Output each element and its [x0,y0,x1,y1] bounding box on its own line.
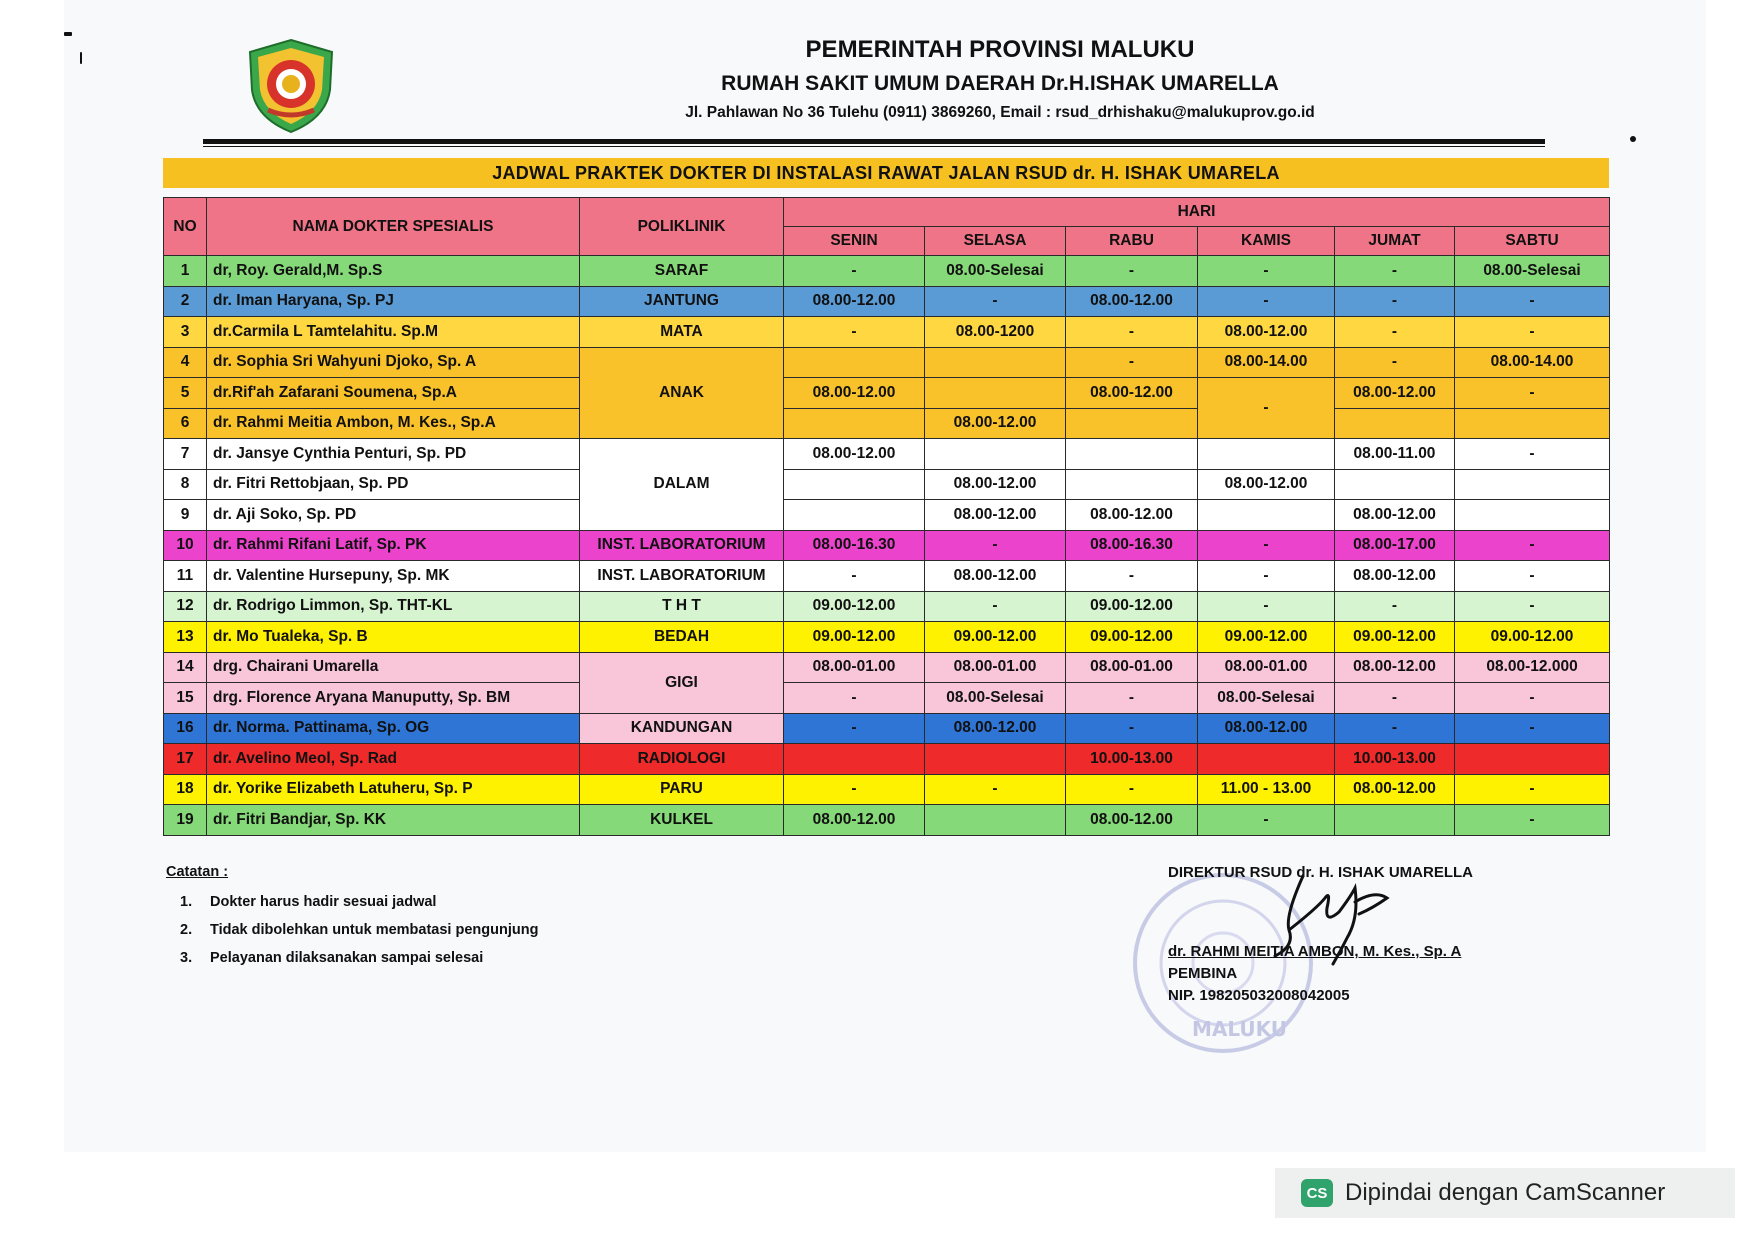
cell-doctor-name: dr. Sophia Sri Wahyuni Djoko, Sp. A [207,347,580,378]
camscanner-watermark [1275,1168,1735,1218]
note-number: 2. [180,922,193,938]
cell-jumat: 08.00-17.00 [1335,530,1455,561]
cell-selasa: - [925,286,1066,317]
cell-no: 12 [164,591,207,622]
header-government: PEMERINTAH PROVINSI MALUKU [805,36,1195,63]
cell-jumat: 08.00-12.00 [1335,774,1455,805]
cell-rabu: - [1066,317,1198,348]
cell-sabtu: - [1455,530,1610,561]
cell-sabtu [1455,744,1610,775]
note-item [166,950,538,978]
col-header-no: NO [164,198,207,256]
cell-kamis: 11.00 - 13.00 [1198,774,1335,805]
cell-selasa: 09.00-12.00 [925,622,1066,653]
table-row [164,317,1610,348]
cell-rabu [1066,469,1198,500]
table-row [164,500,1610,531]
cell-doctor-name: dr.Rif'ah Zafarani Soumena, Sp.A [207,378,580,409]
cell-jumat: 08.00-12.00 [1335,561,1455,592]
header-rule [203,139,1545,144]
cell-rabu: 08.00-16.30 [1066,530,1198,561]
cell-poli: PARU [580,774,784,805]
cell-poli: RADIOLOGI [580,744,784,775]
col-header-day: SABTU [1455,227,1610,256]
cell-kamis: - [1198,591,1335,622]
cell-senin: - [784,256,925,287]
cell-rabu: 08.00-12.00 [1066,378,1198,409]
cell-rabu: - [1066,683,1198,714]
cell-selasa: 08.00-12.00 [925,408,1066,439]
notes-section [166,864,538,978]
cell-no: 6 [164,408,207,439]
table-row [164,439,1610,470]
cell-doctor-name: dr. Iman Haryana, Sp. PJ [207,286,580,317]
note-text: Dokter harus hadir sesuai jadwal [210,894,437,910]
cell-senin [784,347,925,378]
schedule-title: JADWAL PRAKTEK DOKTER DI INSTALASI RAWAT JALAN RSUD dr. H. ISHAK UMARELA [163,158,1609,188]
note-item [166,894,538,922]
header-rule-thin [203,146,1545,147]
col-header-day: KAMIS [1198,227,1335,256]
cell-doctor-name: dr. Jansye Cynthia Penturi, Sp. PD [207,439,580,470]
notes-title: Catatan : [166,864,229,880]
cell-doctor-name: drg. Chairani Umarella [207,652,580,683]
cell-doctor-name: dr. Rahmi Rifani Latif, Sp. PK [207,530,580,561]
table-row [164,713,1610,744]
cell-doctor-name: dr. Valentine Hursepuny, Sp. MK [207,561,580,592]
cell-kamis: 09.00-12.00 [1198,622,1335,653]
cell-no: 5 [164,378,207,409]
cell-doctor-name: dr, Roy. Gerald,M. Sp.S [207,256,580,287]
cell-kamis [1198,744,1335,775]
cell-doctor-name: dr. Fitri Rettobjaan, Sp. PD [207,469,580,500]
col-header-hari: HARI [784,198,1610,227]
cell-sabtu: 08.00-Selesai [1455,256,1610,287]
table-row [164,561,1610,592]
scan-speck [1630,136,1636,142]
cell-jumat [1335,408,1455,439]
cell-no: 9 [164,500,207,531]
cell-rabu: - [1066,774,1198,805]
cell-rabu: 08.00-01.00 [1066,652,1198,683]
cell-doctor-name: dr. Fitri Bandjar, Sp. KK [207,805,580,836]
cell-poli: INST. LABORATORIUM [580,561,784,592]
cell-sabtu: - [1455,805,1610,836]
cell-sabtu: - [1455,713,1610,744]
cell-doctor-name: dr. Yorike Elizabeth Latuheru, Sp. P [207,774,580,805]
cell-rabu: - [1066,713,1198,744]
cell-no: 18 [164,774,207,805]
cell-sabtu: 08.00-14.00 [1455,347,1610,378]
cell-selasa: 08.00-Selesai [925,683,1066,714]
cell-doctor-name: dr. Rahmi Meitia Ambon, M. Kes., Sp.A [207,408,580,439]
cell-rabu: - [1066,561,1198,592]
cell-selasa: 08.00-12.00 [925,713,1066,744]
signature-nip: NIP. 198205032008042005 [1168,987,1350,1004]
cell-sabtu: - [1455,439,1610,470]
cell-selasa: - [925,591,1066,622]
cell-senin: 08.00-16.30 [784,530,925,561]
table-row [164,469,1610,500]
cell-jumat: 09.00-12.00 [1335,622,1455,653]
cell-poli: JANTUNG [580,286,784,317]
cell-jumat: 08.00-12.00 [1335,652,1455,683]
note-text: Pelayanan dilaksanakan sampai selesai [210,950,484,966]
table-row [164,408,1610,439]
cell-jumat: 08.00-12.00 [1335,500,1455,531]
cell-no: 4 [164,347,207,378]
cell-rabu: - [1066,256,1198,287]
cell-no: 15 [164,683,207,714]
cell-selasa: 08.00-12.00 [925,561,1066,592]
handwritten-signature [1255,868,1405,968]
cell-jumat: 08.00-11.00 [1335,439,1455,470]
cell-senin: 08.00-12.00 [784,286,925,317]
table-row [164,591,1610,622]
cell-poli: BEDAH [580,622,784,653]
cell-jumat: - [1335,713,1455,744]
cell-selasa [925,378,1066,409]
cell-poli: DALAM [580,439,784,531]
cell-kamis: 08.00-12.00 [1198,317,1335,348]
col-header-name: NAMA DOKTER SPESIALIS [207,198,580,256]
cell-no: 1 [164,256,207,287]
cell-no: 10 [164,530,207,561]
cell-sabtu: - [1455,683,1610,714]
cell-jumat: - [1335,286,1455,317]
cell-sabtu: 09.00-12.00 [1455,622,1610,653]
cell-kamis: 08.00-Selesai [1198,683,1335,714]
col-header-day: SENIN [784,227,925,256]
cell-kamis: - [1198,805,1335,836]
col-header-day: JUMAT [1335,227,1455,256]
cell-selasa [925,744,1066,775]
maluku-province-emblem [246,38,336,134]
cell-rabu: 08.00-12.00 [1066,805,1198,836]
cell-senin [784,469,925,500]
cell-senin: 08.00-12.00 [784,805,925,836]
cell-selasa: 08.00-12.00 [925,500,1066,531]
cell-rabu: 09.00-12.00 [1066,591,1198,622]
cell-kamis: - [1198,530,1335,561]
signature-name: dr. RAHMI MEITIA AMBON, M. Kes., Sp. A [1168,943,1462,960]
table-row [164,652,1610,683]
table-row [164,286,1610,317]
cell-selasa [925,439,1066,470]
cell-jumat: 10.00-13.00 [1335,744,1455,775]
cell-senin: - [784,774,925,805]
cell-rabu [1066,439,1198,470]
cell-sabtu: - [1455,317,1610,348]
cell-kamis: 08.00-12.00 [1198,469,1335,500]
cell-poli: GIGI [580,652,784,713]
cell-poli: T H T [580,591,784,622]
cell-rabu: 08.00-12.00 [1066,500,1198,531]
cell-sabtu [1455,408,1610,439]
header-address: Jl. Pahlawan No 36 Tulehu (0911) 3869260, Email : rsud_drhishaku@malukuprov.go.id [685,104,1315,121]
cell-kamis: 08.00-14.00 [1198,347,1335,378]
cell-senin [784,744,925,775]
cell-jumat: - [1335,347,1455,378]
cell-doctor-name: dr. Avelino Meol, Sp. Rad [207,744,580,775]
note-text: Tidak dibolehkan untuk membatasi pengunjung [210,922,539,938]
cell-poli: INST. LABORATORIUM [580,530,784,561]
cell-poli: MATA [580,317,784,348]
cell-senin: - [784,713,925,744]
cell-rabu [1066,408,1198,439]
cell-no: 8 [164,469,207,500]
cell-no: 7 [164,439,207,470]
note-number: 1. [180,894,193,910]
cell-sabtu: - [1455,286,1610,317]
col-header-poli: POLIKLINIK [580,198,784,256]
table-row [164,805,1610,836]
cell-kamis: 08.00-12.00 [1198,713,1335,744]
cell-sabtu: - [1455,378,1610,409]
signature-title: DIREKTUR RSUD dr. H. ISHAK UMARELLA [1168,864,1474,881]
cell-no: 19 [164,805,207,836]
cell-jumat: 08.00-12.00 [1335,378,1455,409]
cell-rabu: 10.00-13.00 [1066,744,1198,775]
table-row [164,530,1610,561]
camscanner-icon: CS [1301,1179,1333,1207]
cell-doctor-name: drg. Florence Aryana Manuputty, Sp. BM [207,683,580,714]
cell-kamis: - [1198,256,1335,287]
note-number: 3. [180,950,193,966]
cell-poli: KANDUNGAN [580,713,784,744]
cell-jumat: - [1335,591,1455,622]
cell-selasa: 08.00-1200 [925,317,1066,348]
cell-no: 3 [164,317,207,348]
cell-senin: - [784,317,925,348]
cell-selasa: 08.00-12.00 [925,469,1066,500]
cell-senin [784,408,925,439]
cell-rabu: 08.00-12.00 [1066,286,1198,317]
schedule-table [163,197,1610,836]
cell-senin: 08.00-12.00 [784,378,925,409]
cell-sabtu [1455,469,1610,500]
cell-rabu: 09.00-12.00 [1066,622,1198,653]
cell-doctor-name: dr. Rodrigo Limmon, Sp. THT-KL [207,591,580,622]
cell-selasa: 08.00-Selesai [925,256,1066,287]
cell-kamis [1198,439,1335,470]
table-row [164,256,1610,287]
cell-selasa [925,347,1066,378]
cell-selasa: - [925,774,1066,805]
col-header-day: SELASA [925,227,1066,256]
cell-senin: 09.00-12.00 [784,591,925,622]
stamp-text: MALUKU [1192,1017,1288,1041]
cell-sabtu [1455,500,1610,531]
cell-no: 17 [164,744,207,775]
cell-selasa: - [925,530,1066,561]
cell-selasa: 08.00-01.00 [925,652,1066,683]
cell-kamis: - [1198,378,1335,439]
cell-jumat [1335,469,1455,500]
cell-kamis: - [1198,286,1335,317]
scan-speck [80,52,82,64]
cell-senin [784,500,925,531]
table-row [164,622,1610,653]
header-hospital: RUMAH SAKIT UMUM DAERAH Dr.H.ISHAK UMARELLA [721,72,1279,95]
table-row [164,744,1610,775]
cell-sabtu: - [1455,774,1610,805]
col-header-day: RABU [1066,227,1198,256]
cell-sabtu: - [1455,591,1610,622]
table-row [164,774,1610,805]
cell-no: 13 [164,622,207,653]
cell-sabtu: 08.00-12.000 [1455,652,1610,683]
cell-poli: KULKEL [580,805,784,836]
cell-no: 14 [164,652,207,683]
cell-poli: SARAF [580,256,784,287]
cell-kamis: - [1198,561,1335,592]
note-item [166,922,538,950]
cell-no: 16 [164,713,207,744]
cell-no: 2 [164,286,207,317]
camscanner-text: Dipindai dengan CamScanner [1345,1179,1666,1206]
table-row [164,683,1610,714]
table-row [164,347,1610,378]
cell-senin: - [784,561,925,592]
cell-doctor-name: dr. Mo Tualeka, Sp. B [207,622,580,653]
cell-selasa [925,805,1066,836]
cell-senin: - [784,683,925,714]
cell-doctor-name: dr. Norma. Pattinama, Sp. OG [207,713,580,744]
cell-kamis: 08.00-01.00 [1198,652,1335,683]
cell-senin: 08.00-01.00 [784,652,925,683]
cell-no: 11 [164,561,207,592]
cell-jumat [1335,805,1455,836]
cell-jumat: - [1335,683,1455,714]
cell-sabtu: - [1455,561,1610,592]
cell-senin: 09.00-12.00 [784,622,925,653]
cell-rabu: - [1066,347,1198,378]
cell-jumat: - [1335,256,1455,287]
cell-senin: 08.00-12.00 [784,439,925,470]
cell-doctor-name: dr.Carmila L Tamtelahitu. Sp.M [207,317,580,348]
cell-jumat: - [1335,317,1455,348]
table-row [164,378,1610,409]
cell-poli: ANAK [580,347,784,439]
cell-doctor-name: dr. Aji Soko, Sp. PD [207,500,580,531]
cell-kamis [1198,500,1335,531]
signature-rank: PEMBINA [1168,965,1238,982]
scan-speck [64,32,72,36]
